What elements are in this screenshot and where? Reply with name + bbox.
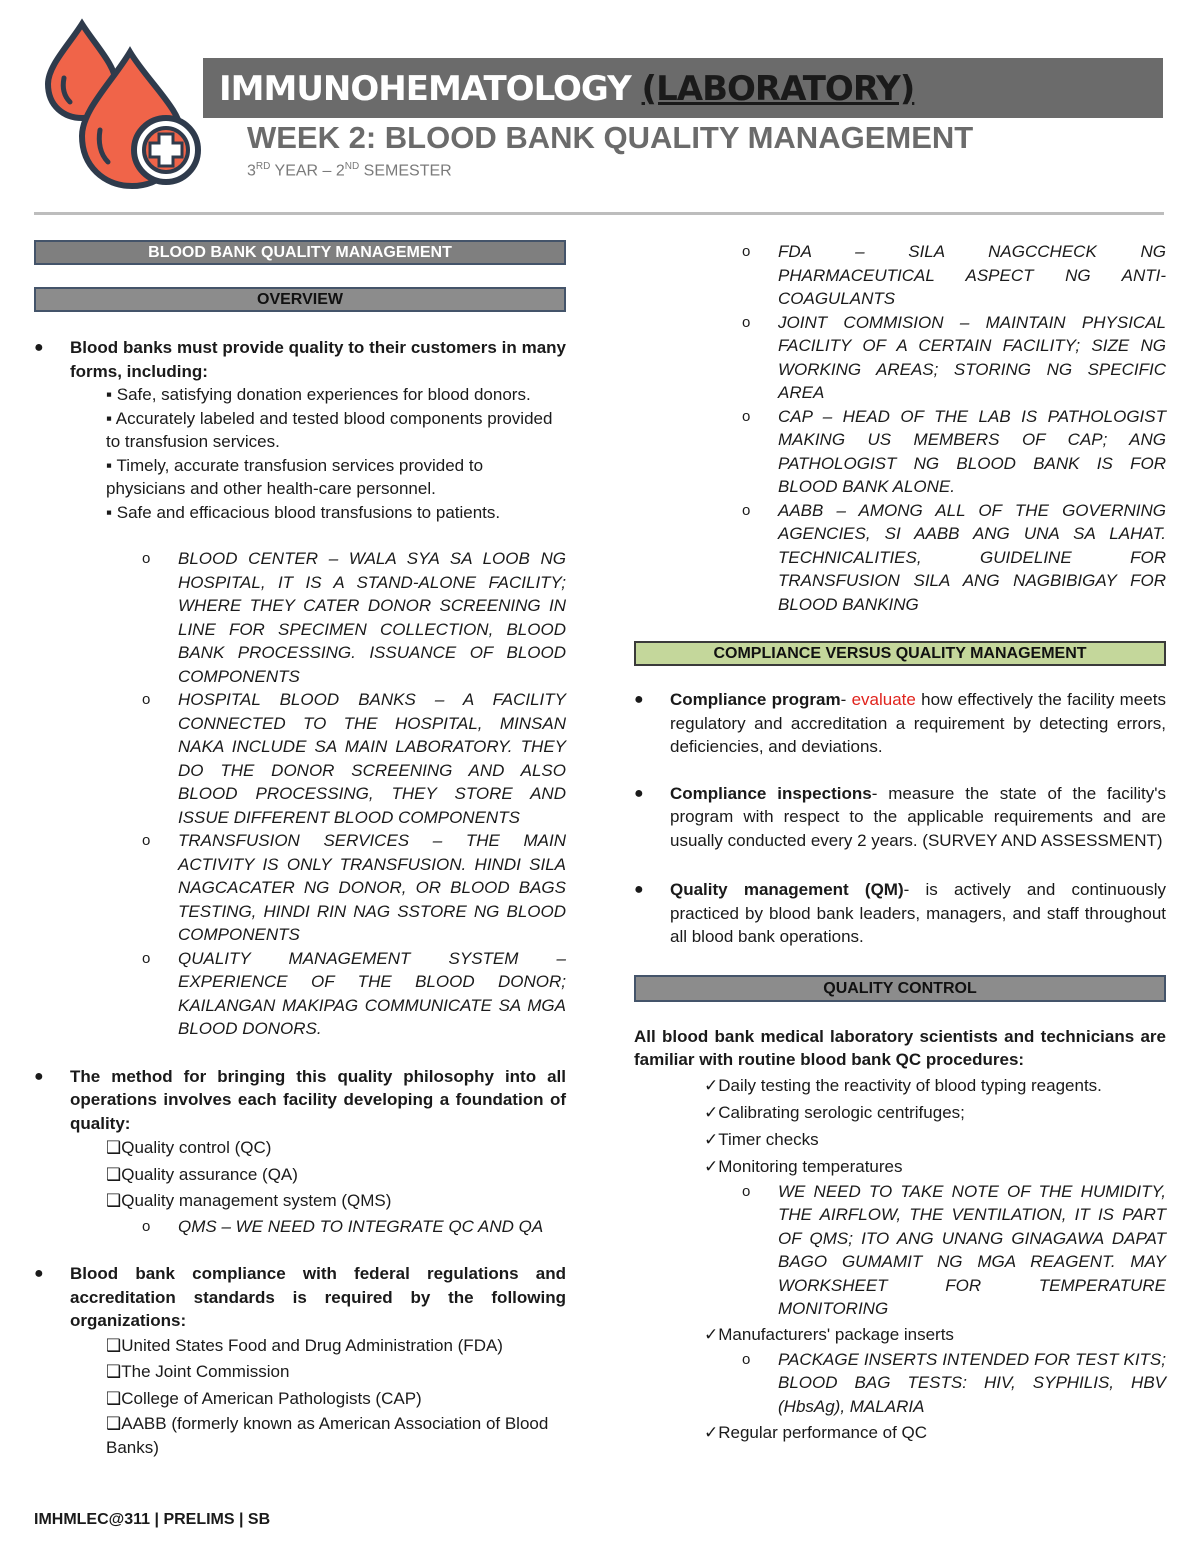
list-item: ❑Quality control (QC) (106, 1138, 272, 1157)
section-header-overview: OVERVIEW (34, 287, 566, 312)
list-item: ✓Daily testing the reactivity of blood typing reagents. (704, 1075, 1102, 1095)
list-item: ✓Timer checks (704, 1129, 819, 1149)
section-header-qc: QUALITY CONTROL (634, 975, 1166, 1002)
list-item: ❑AABB (formerly known as American Association of Blood Banks) (106, 1414, 549, 1457)
bullet-dot: ● (34, 1067, 44, 1085)
list-item: ❑Quality assurance (QA) (106, 1164, 298, 1184)
note-item: o JOINT COMMISION – MAINTAIN PHYSICAL FACILITY OF A CERTAIN FACILITY; SIZE NG WORKING AREAS; STORING NG SPECIFIC AREA (742, 312, 1166, 402)
list-item: ▪ Timely, accurate transfusion services provided to physicians and other health-care personnel. (106, 455, 484, 498)
bullet-quality-management: ● Quality management (QM)- is actively and continuously practiced by blood bank leaders, managers, and staff throughout all blood bank operations. (634, 880, 1167, 946)
course-title-laboratory: (LABORATORY) (641, 69, 915, 109)
bullet-compliance-program: ● Compliance program- evaluate how effectively the facility meets regulatory and accreditation a requirement by detecting errors, deficiencies, and deviations. (634, 690, 1166, 756)
bullet-compliance-inspections: ● Compliance inspections- measure the state of the facility's program with respect to the applicable requirements and are usually conducted every 2 years. (SURVEY AND ASSESSMENT) (634, 783, 1167, 850)
note-item: o FDA – SILA NAGCCHECK NG PHARMACEUTICAL ASPECT NG ANTI-COAGULANTS (742, 242, 1166, 308)
bullet-heading: The method for bringing this quality philosophy into all operations involves each facility developing a foundation of quality: (70, 1066, 566, 1133)
list-item: ✓Calibrating serologic centrifuges; (704, 1102, 965, 1122)
section-header-bbqm: BLOOD BANK QUALITY MANAGEMENT (34, 240, 566, 265)
bullet-compliance-orgs (34, 1262, 566, 1333)
page-footer: IMHMLEC@311 | PRELIMS | SB (34, 1511, 271, 1528)
list-item: ▪ Accurately labeled and tested blood components provided to transfusion services. (106, 408, 553, 451)
facility-notes (34, 547, 566, 1041)
list-item: ❑College of American Pathologists (CAP) (106, 1388, 422, 1408)
highlight-evaluate: evaluate (851, 690, 916, 709)
note-item: o WE NEED TO TAKE NOTE OF THE HUMIDITY, THE AIRFLOW, THE VENTILATION, IT IS PART OF QMS; ITO ANG UNANG GINAGAWA DAPAT BAGO GUMAMIT NG MGA REAGENT. MAY WORKSHEET FOR TEMPERATURE MONITORING (742, 1181, 1166, 1318)
org-notes (634, 240, 1166, 616)
list-item: ▪ Safe, satisfying donation experiences for blood donors. (106, 385, 531, 404)
note-item: o CAP – HEAD OF THE LAB IS PATHOLOGIST MAKING US MEMBERS OF CAP; ANG PATHOLOGIST NG BLOOD BANK IS FOR BLOOD BANK ALONE. (742, 406, 1166, 496)
qc-list (634, 1072, 1166, 1180)
quality-foundation-list (34, 1135, 566, 1215)
bullet-dot: ● (634, 784, 644, 802)
bullet-dot: ● (634, 691, 644, 708)
note-item: o QMS – WE NEED TO INTEGRATE QC AND QA (142, 1216, 544, 1236)
list-item: ✓Manufacturers' package inserts (704, 1324, 954, 1344)
bullet-dot: ● (34, 339, 44, 356)
bullet-quality-forms (34, 336, 566, 383)
week-title: WEEK 2: BLOOD BANK QUALITY MANAGEMENT (247, 120, 974, 155)
bullet-heading: Blood bank compliance with federal regulations and accreditation standards is required by the following organizations: (70, 1264, 566, 1330)
note-item: o AABB – AMONG ALL OF THE GOVERNING AGENCIES, SI AABB ANG UNA SA LAHAT. TECHNICALITIES, GUIDELINE FOR TRANSFUSION SILA ANG NAGBIBIGAY FOR BLOOD BANKING (742, 500, 1166, 614)
course-title-bar (203, 58, 1163, 118)
list-item: ❑The Joint Commission (106, 1362, 290, 1381)
note-item: o QUALITY MANAGEMENT SYSTEM – EXPERIENCE OF THE BLOOD DONOR; KAILANGAN MAKIPAG COMMUNICATE SA MGA BLOOD DONORS. (142, 948, 566, 1038)
list-item: ✓Regular performance of QC (704, 1423, 928, 1442)
header-divider (34, 212, 1164, 215)
list-item: ▪ Safe and efficacious blood transfusions to patients. (106, 502, 501, 522)
qc-intro: All blood bank medical laboratory scientists and technicians are familiar with routine blood bank QC procedures: (634, 1026, 1166, 1069)
left-column (34, 240, 566, 1460)
compliance-orgs-list (34, 1333, 566, 1461)
right-column (634, 240, 1166, 1448)
bullet-heading: Blood banks must provide quality to their customers in many forms, including: (70, 338, 566, 381)
quality-forms-list (34, 383, 566, 524)
section-header-compliance: COMPLIANCE VERSUS QUALITY MANAGEMENT (634, 641, 1166, 666)
note-item: o BLOOD CENTER – WALA SYA SA LOOB NG HOSPITAL, IT IS A STAND-ALONE FACILITY; WHERE THEY CATER DONOR SCREENING IN LINE FOR SPECIMEN COLLECTION, BLOOD BANK PROCESSING. ISSUANCE OF BLOOD COMPONENTS (142, 549, 566, 686)
course-title: IMMUNOHEMATOLOGY (219, 69, 642, 109)
bullet-quality-foundation (34, 1065, 566, 1136)
note-item: o TRANSFUSION SERVICES – THE MAIN ACTIVITY IS ONLY TRANSFUSION. HINDI SILA NAGCACATER NG DONOR, OR BLOOD BAGS TESTING, HINDI RIN NAG SSTORE NG BLOOD COMPONENTS (142, 831, 566, 944)
list-item: ❑United States Food and Drug Administration (FDA) (106, 1335, 503, 1355)
bullet-dot: ● (34, 1265, 44, 1282)
bullet-dot: ● (634, 881, 644, 898)
note-item: o HOSPITAL BLOOD BANKS – A FACILITY CONNECTED TO THE HOSPITAL, MINSAN NAKA INCLUDE SA MAIN LABORATORY. THEY DO THE DONOR SCREENING AND ALSO BLOOD PROCESSING, THEY STORE AND ISSUE DIFFERENT BLOOD COMPONENTS (142, 690, 566, 827)
semester-label: 3RD YEAR – 2ND SEMESTER (247, 161, 452, 180)
note-item: o PACKAGE INSERTS INTENDED FOR TEST KITS; BLOOD BAG TESTS: HIV, SYPHILIS, HBV (HbsAg), MALARIA (742, 1349, 1166, 1416)
list-item: ❑Quality management system (QMS) (106, 1191, 392, 1210)
blood-drop-logo-icon (38, 18, 208, 203)
list-item: ✓Monitoring temperatures (704, 1156, 903, 1176)
